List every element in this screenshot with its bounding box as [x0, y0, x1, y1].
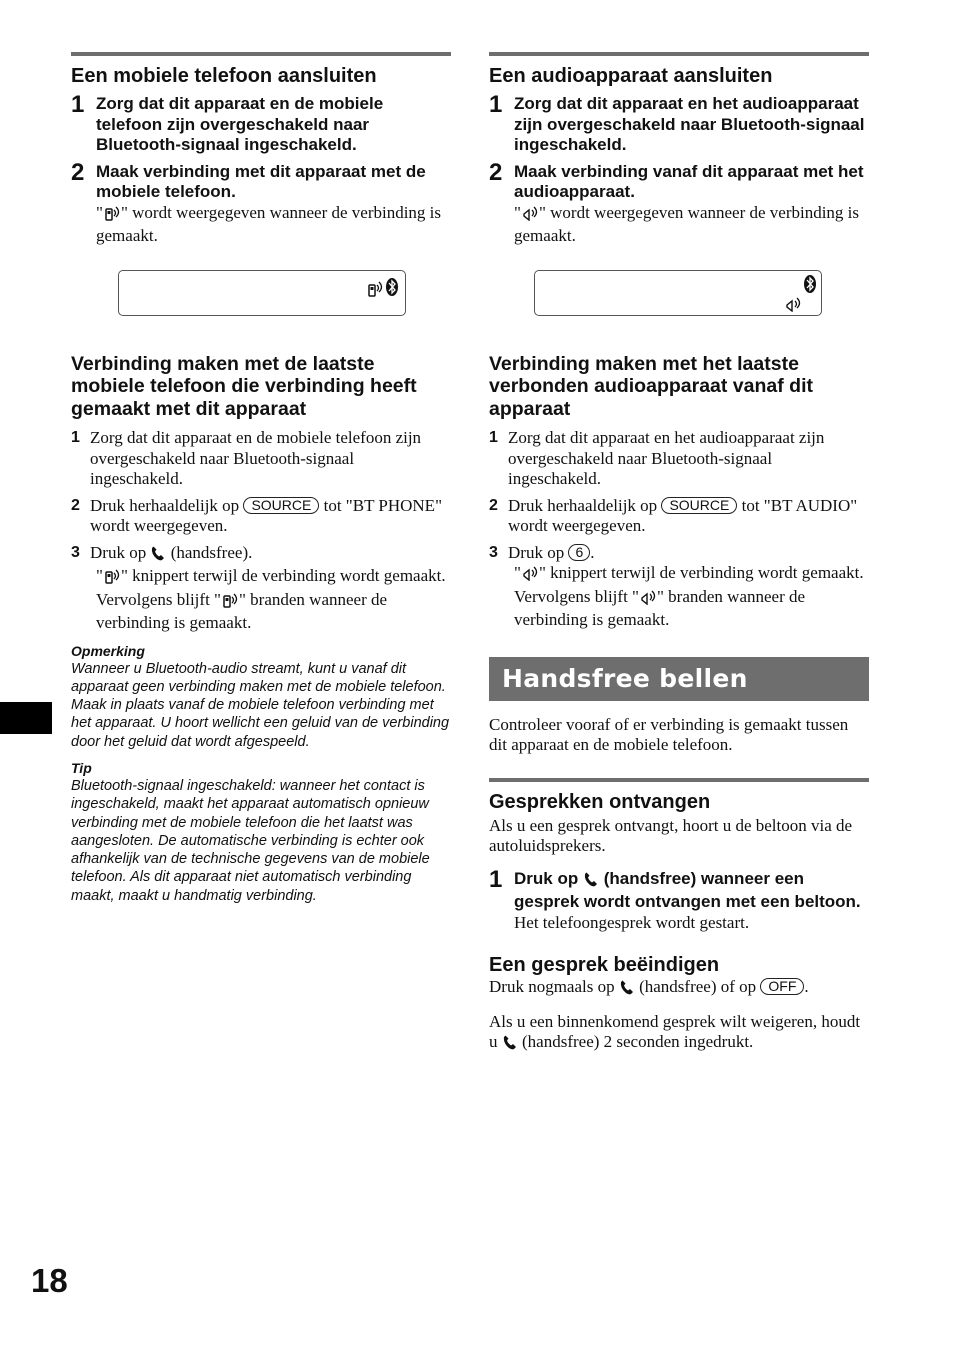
step-text-part: Druk op — [514, 868, 579, 888]
step-text: Zorg dat dit apparaat en het audioapparaat zijn overgeschakeld naar Bluetooth-signaal ingeschakeld. — [514, 94, 865, 154]
step-number: 1 — [71, 429, 80, 446]
step-text-part: Druk op — [508, 542, 565, 562]
step-text-part: (handsfree). — [170, 542, 253, 562]
step-1 — [71, 428, 451, 490]
text-part: Druk nogmaals op — [489, 977, 615, 996]
step-text-part: (handsfree) wanneer een gesprek wordt ontvangen met een beltoon. — [514, 868, 861, 911]
section-rule — [71, 52, 451, 56]
step-note-text: " branden wanneer de verbinding is gemaakt. — [96, 589, 388, 632]
lcd-display-phone — [118, 270, 406, 316]
left-column — [71, 52, 451, 913]
step-number: 1 — [489, 91, 503, 118]
bluetooth-icon — [385, 277, 399, 302]
step-text — [514, 869, 869, 913]
step-text — [90, 496, 451, 537]
side-tab-marker — [0, 702, 52, 734]
bluetooth-icon — [803, 274, 817, 299]
step-1 — [71, 91, 451, 156]
step-2 — [71, 158, 451, 203]
audio-connected-icon — [784, 295, 802, 317]
reject-call-text — [489, 1012, 869, 1056]
step-number: 3 — [71, 543, 80, 561]
step-number: 1 — [489, 865, 503, 893]
step-1 — [489, 91, 869, 156]
step-note: Het telefoongesprek wordt gestart. — [514, 912, 750, 932]
step-text: Maak verbinding vanaf dit apparaat met het audioapparaat. — [514, 161, 864, 201]
step-note: " " knippert terwijl de verbinding wordt gemaakt. Vervolgens blijft " " branden wanneer de verbinding is gemaakt. — [514, 563, 864, 629]
phone-connected-icon — [103, 204, 121, 227]
phone-connected-icon — [367, 279, 385, 302]
audio-connected-icon — [639, 588, 657, 611]
step-number: 1 — [71, 91, 85, 118]
off-button: OFF — [760, 978, 804, 995]
text-part: . — [804, 977, 809, 996]
step-note-text: " branden wanneer de verbinding is gemaakt. — [514, 586, 806, 629]
step-number: 2 — [489, 496, 498, 514]
step-2 — [489, 158, 869, 203]
handset-icon — [150, 546, 166, 567]
section-heading-receive-calls: Gesprekken ontvangen — [489, 790, 711, 813]
step-1 — [489, 428, 869, 490]
step-note-text: " wordt weergegeven wanneer de verbinding is gemaakt. — [514, 202, 860, 245]
step-text-part: tot "BT AUDIO" wordt weergegeven. — [508, 495, 858, 535]
display-indicators — [367, 277, 399, 302]
source-button: SOURCE — [661, 497, 737, 514]
step-number: 3 — [489, 543, 498, 561]
right-column — [489, 52, 869, 1056]
text-part: Als u een binnenkomend gesprek wilt weigeren, houdt u — [489, 1011, 861, 1051]
step-text-part: . — [590, 542, 595, 562]
step-note: " " wordt weergegeven wanneer de verbinding is gemaakt. — [514, 202, 860, 245]
number-6-button: 6 — [568, 544, 590, 561]
step-number: 2 — [71, 158, 85, 186]
step-note-text: " knippert terwijl de verbinding wordt gemaakt. Vervolgens blijft " — [96, 566, 446, 609]
end-call-text — [489, 977, 869, 1001]
intro-text: Controleer vooraf of er verbinding is gemaakt tussen dit apparaat en de mobiele telefoon. — [489, 714, 849, 754]
step-text-part: Druk herhaaldelijk op — [90, 495, 240, 515]
step-number: 2 — [489, 158, 503, 186]
text-part: (handsfree) of op — [639, 977, 757, 996]
step-text — [508, 543, 595, 564]
handset-icon — [583, 872, 599, 893]
section-heading-reconnect-phone: Verbinding maken met de laatste mobiele telefoon die verbinding heeft gemaakt met dit apparaat — [71, 352, 417, 420]
step-text: Zorg dat dit apparaat en het audioapparaat zijn overgeschakeld naar Bluetooth-signaal ingeschakeld. — [508, 428, 825, 488]
section-banner: Handsfree bellen — [489, 657, 869, 701]
step-text — [508, 496, 869, 537]
handset-icon — [619, 980, 635, 1001]
step-3 — [71, 543, 451, 567]
handset-icon — [502, 1035, 518, 1056]
text-part: (handsfree) 2 seconden ingedrukt. — [522, 1032, 754, 1051]
lcd-display-audio — [534, 270, 822, 316]
step-2 — [71, 496, 451, 537]
step-number: 2 — [71, 496, 80, 514]
step-number: 1 — [489, 429, 498, 446]
section-rule — [489, 778, 869, 782]
section-heading-end-call: Een gesprek beëindigen — [489, 954, 720, 976]
step-2 — [489, 496, 869, 537]
step-text-part: tot "BT PHONE" wordt weergegeven. — [90, 495, 443, 535]
step-text-part: Druk op — [90, 542, 147, 562]
step-3 — [489, 543, 869, 564]
section-heading-connect-audio: Een audioapparaat aansluiten — [489, 65, 773, 87]
tip-text: Bluetooth-signaal ingeschakeld: wanneer het contact is ingeschakeld, maakt het apparaat automatisch opnieuw verbinding met de mobiele telefoon die het laatst was aangesloten. De automatische verbinding is echter ook afhankelijk van de technische gegevens van de mobiele telefoon. Als dit apparaat niet automatisch verbinding maakt, maakt u handmatig verbinding. — [71, 777, 430, 904]
section-heading-reconnect-audio: Verbinding maken met het laatste verbonden audioapparaat vanaf dit apparaat — [489, 352, 813, 420]
note-text: Wanneer u Bluetooth-audio streamt, kunt u vanaf dit apparaat geen verbinding maken met de mobiele telefoon. Maak in plaats vanaf de mobiele telefoon verbinding met het apparaat. U hoort wellicht een geluid van de verbinding door het geluid dat wordt afgespeeld. — [71, 660, 450, 750]
step-1 — [489, 865, 869, 913]
step-text — [90, 543, 252, 567]
step-text: Zorg dat dit apparaat en de mobiele telefoon zijn overgeschakeld naar Bluetooth-signaal ingeschakeld. — [90, 428, 422, 488]
phone-connected-icon — [103, 567, 121, 590]
audio-connected-icon — [521, 564, 539, 587]
tip-title: Tip — [71, 759, 92, 776]
step-note: " " knippert terwijl de verbinding wordt gemaakt. Vervolgens blijft " " branden wanneer de verbinding is gemaakt. — [96, 566, 446, 632]
step-note-text: " wordt weergegeven wanneer de verbinding is gemaakt. — [96, 202, 442, 245]
section-rule — [489, 52, 869, 56]
phone-connected-icon — [221, 591, 239, 614]
note-title: Opmerking — [71, 642, 145, 659]
audio-connected-icon — [521, 204, 539, 227]
section-text: Als u een gesprek ontvangt, hoort u de beltoon via de autoluidsprekers. — [489, 815, 853, 855]
step-text: Maak verbinding met dit apparaat met de mobiele telefoon. — [96, 161, 426, 201]
section-heading-connect-phone: Een mobiele telefoon aansluiten — [71, 65, 377, 87]
step-text: Zorg dat dit apparaat en de mobiele telefoon zijn overgeschakeld naar Bluetooth-signaal ingeschakeld. — [96, 94, 384, 154]
step-note-text: " knippert terwijl de verbinding wordt gemaakt. Vervolgens blijft " — [514, 563, 864, 606]
page-number: 18 — [31, 1262, 68, 1299]
step-note: " " wordt weergegeven wanneer de verbinding is gemaakt. — [96, 202, 442, 245]
source-button: SOURCE — [243, 497, 319, 514]
step-text-part: Druk herhaaldelijk op — [508, 495, 658, 515]
